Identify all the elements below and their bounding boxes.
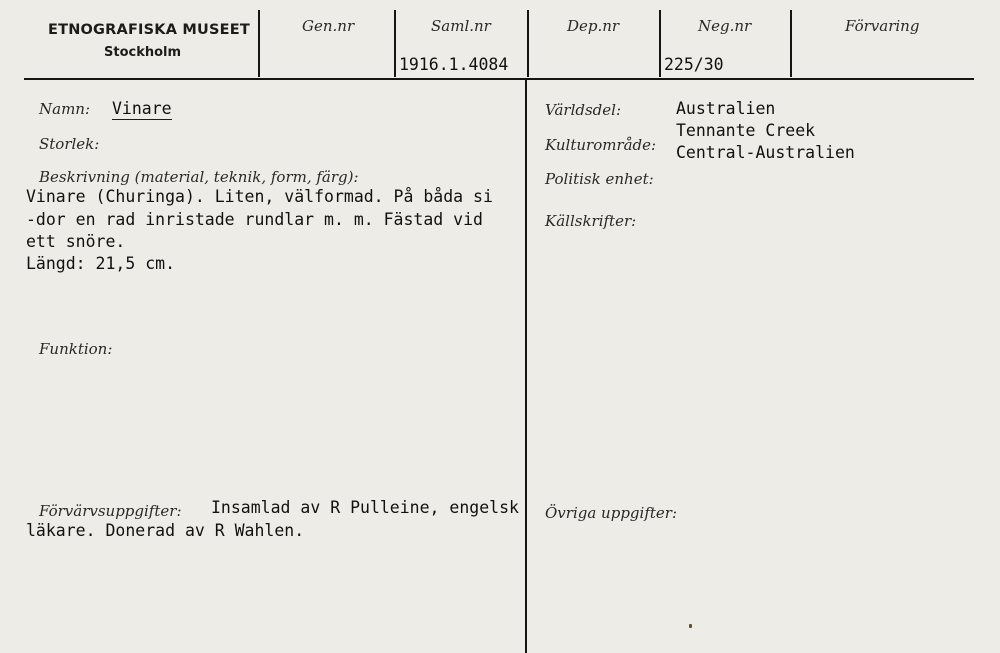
kulturomrade-value: Tennante Creek xyxy=(676,121,816,140)
forvarv-label: Förvärvsuppgifter: xyxy=(39,502,182,520)
ovriga-uppgifter-label: Övriga uppgifter: xyxy=(545,504,677,522)
ink-speck xyxy=(689,624,692,628)
forvaring-label: Förvaring xyxy=(845,17,920,35)
forvarv-line: Insamlad av R Pulleine, engelsk xyxy=(211,498,519,517)
kulturomrade-value: Central-Australien xyxy=(676,143,855,162)
politisk-enhet-label: Politisk enhet: xyxy=(545,170,654,188)
namn-label: Namn: xyxy=(39,100,91,118)
storlek-label: Storlek: xyxy=(39,135,100,153)
header-divider xyxy=(527,10,529,77)
varldsdel-label: Världsdel: xyxy=(545,101,621,119)
saml-nr-label: Saml.nr xyxy=(431,17,491,35)
header-divider xyxy=(394,10,396,77)
forvarv-line: läkare. Donerad av R Wahlen. xyxy=(26,521,305,540)
kulturomrade-label: Kulturområde: xyxy=(545,136,657,154)
header-divider xyxy=(258,10,260,77)
kallskrifter-label: Källskrifter: xyxy=(545,212,637,230)
beskrivning-label: Beskrivning (material, teknik, form, färg): xyxy=(39,168,359,186)
institution-name: ETNOGRAFISKA MUSEET xyxy=(48,22,250,38)
gen-nr-label: Gen.nr xyxy=(302,17,355,35)
header-rule xyxy=(24,78,974,80)
beskrivning-line: Vinare (Churinga). Liten, välformad. På båda si xyxy=(26,187,493,206)
neg-nr-value: 225/30 xyxy=(664,55,724,74)
beskrivning-line: ett snöre. xyxy=(26,232,126,251)
institution-city: Stockholm xyxy=(104,45,182,60)
header-divider xyxy=(790,10,792,77)
beskrivning-line: Längd: 21,5 cm. xyxy=(26,254,176,273)
dep-nr-label: Dep.nr xyxy=(567,17,620,35)
column-divider xyxy=(525,80,527,653)
header-divider xyxy=(659,10,661,77)
funktion-label: Funktion: xyxy=(39,340,113,358)
namn-value: Vinare xyxy=(112,99,172,118)
varldsdel-value: Australien xyxy=(676,99,776,118)
neg-nr-label: Neg.nr xyxy=(698,17,752,35)
beskrivning-line: -dor en rad inristade rundlar m. m. Fästad vid xyxy=(26,210,483,229)
saml-nr-value: 1916.1.4084 xyxy=(399,55,509,74)
